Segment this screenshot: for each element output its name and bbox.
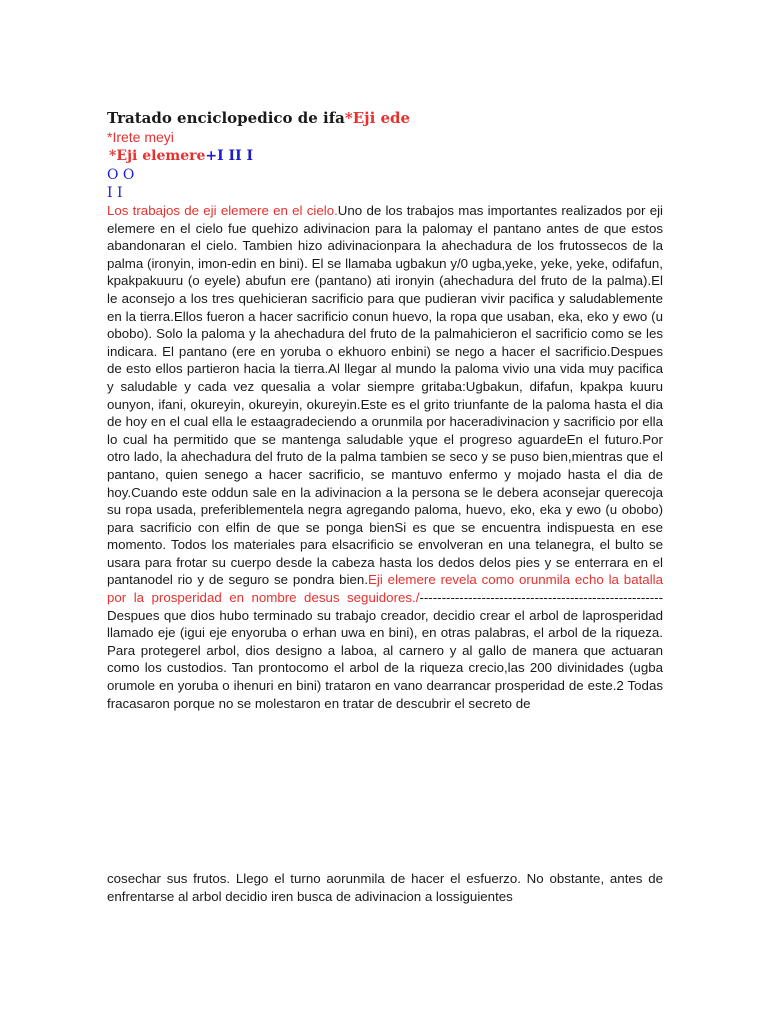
- verse-title: [109, 146, 663, 166]
- title-text: Tratado enciclopedico de ifa: [107, 109, 345, 127]
- section-1-body: Uno de los trabajos mas importantes realizados por eji elemere en el cielo fue quehizo adivinacion para la palomay el pantano antes de que estos abandonaran el cielo. Tambien hizo adivinacionpara la ahechadura de los frutossecos de la palma (ironyin, imon-edin en bini). El se llamaba ugbakun y/0 ugba,yeke, yeke, yeke, odifafun, kpakpakuuru (o eyele) abufun ere (pantano) ati ironyin (ahechadura del fruto de la palma).El le aconsejo a los tres quehicieran sacrificio para que pudieran vivir pacifica y saludablemente en la tierra.Ellos fueron a hacer sacrificio conun huevo, la ropa que usaban, eka, eko y ewo (u obobo). Solo la paloma y la ahechadura del fruto de la palmahicieron el sacrificio como se les indicara. El pantano (ere en yoruba o ekhuoro enbini) se nego a hacer el sacrificio.Despues de esto ellos partieron hacia la tierra.Al llegar al mundo la paloma vivio una vida muy pacifica y saludable y cada vez quesalia a volar siempre gritaba:Ugbakun, difafun, kpakpa kuuru ounyon, ifani, okureyin, okureyin, okureyin.Este es el grito triunfante de la paloma hasta el dia de hoy en el cual ella le estaagradeciendo a orunmila por haceradivinacion y sacrificio por ella lo cual ha permitido que se mantenga saludable yque el progreso aguardeEn el futuro.Por otro lado, la ahechadura del fruto de la palma tambien se seco y se puso bien,mientras que el pantano, quien senego a hacer sacrificio, se mantuvo enfermo y mojado hasta el dia de hoy.Cuando este oddun sale en la adivinacion a la persona se le debera aconsejar querecoja su ropa usada, preferiblementela negra agregando paloma, huevo, eko, eka y ewo (u obobo) para sacrificio con elfin de que se ponga bienSi es que se encuentra indispuesta en ese momento. Todos los materiales para elsacrificio se envolveran en una telanegra, el bulto se usara para frotar su cuerpo desde la cabeza hasta los dedos delos pies y se enterrara en el pantanodel rio y de seguro se pondra bien.: [107, 203, 663, 588]
- section-1-paragraph: [107, 202, 663, 712]
- document-title: [107, 108, 663, 128]
- subtitle: *Irete meyi: [107, 129, 174, 145]
- verse-name: *Eji elemere: [109, 148, 206, 164]
- verse-line-2: I I: [107, 185, 123, 201]
- title-accent: *Eji ede: [344, 109, 411, 127]
- document-page: [107, 108, 663, 712]
- page-2-block: [107, 870, 663, 905]
- section-2-body: -------------------------------------------------------Despues que dios hubo terminado su trabajo creador, decidio crear el arbol de laprosperidad llamado eje (igui eje enyoruba o erhan uwa en bini), en otras palabras, el arbol de la riqueza. Para protegerel arbol, dios designo a laboa, al carnero y al gallo de manera que actuaran como los custodios. Tan prontocomo el arbol de la riqueza crecio,las 200 divinidades (ugba orumole en yoruba o ihenuri en bini) trataron en vano dearrancar prosperidad de este.2 Todas fracasaron porque no se molestaron en tratar de descubrir el secreto de: [107, 590, 663, 711]
- section-2-heading: Eji elemere revela como orunmila echo la batalla por la prosperidad en nombre desus seguidores./: [107, 572, 663, 606]
- page-2-paragraph: cosechar sus frutos. Llego el turno aorunmila de hacer el esfuerzo. No obstante, antes de enfrentarse al arbol decidio iren busca de adivinacion a lossiguientes: [107, 871, 663, 904]
- verse-marks: +I II I: [205, 148, 254, 164]
- section-1-heading: Los trabajos de eji elemere en el cielo.: [107, 203, 338, 218]
- verse-line-1: O O: [107, 167, 135, 183]
